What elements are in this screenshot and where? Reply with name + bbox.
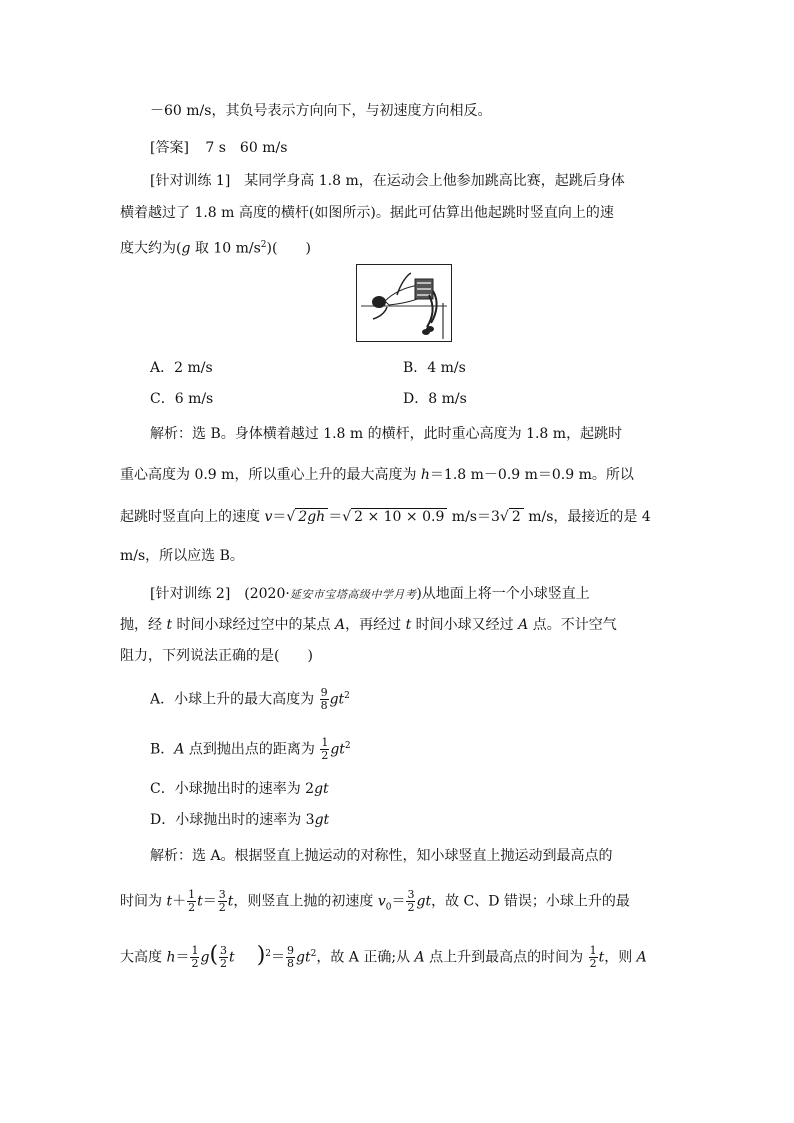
solution-2-line-1: 解析：选 A。根据竖直上抛运动的对称性，知小球竖直上抛运动到最高点的 [150,848,613,864]
high-jumper-illustration [357,265,451,341]
answer-line [150,138,287,158]
option-2-b: B．A 点到抛出点的距离为 $\frac{1}{2}$ $gt^2$ [150,736,351,763]
option-2-a: A．小球上升的最大高度为 $\frac{9}{8}$ $gt^2$ [150,686,350,713]
option-d: D．8 m/s [403,391,467,407]
fraction: $\frac{3}{2}$ [407,888,415,914]
option-c: C．6 m/s [150,391,214,407]
fraction: $\frac{1}{2}$ [589,944,597,971]
source-tag: 延安市宝塔高级中学月考 [289,588,417,601]
fraction: $\frac{1}{2}$ [191,944,199,971]
high-jump-figure [356,264,452,342]
option-b: B．4 m/s [403,360,466,376]
fraction: $\frac{3}{2}$ [218,888,226,914]
fraction: $\frac{1}{2}$ [321,736,329,763]
solution-1-line-4: m/s，所以应选 B。 [120,548,244,564]
question-1-line-3: 度大约为(g 取 10 $m/s^2$)( ) [120,240,311,257]
fraction: $\frac{1}{2}$ [188,888,196,914]
option-2-c: C．小球抛出时的速率为 2gt [150,781,329,797]
option-2-d: D．小球抛出时的速率为 3gt [150,812,330,828]
fraction: $\frac{3}{2}$ [220,944,228,971]
fraction: $\frac{9}{8}$ [287,944,295,971]
solution-1-line-1: 解析：选 B。身体横着越过 1.8 m 的横杆，此时重心高度为 1.8 m，起跳时 [150,426,623,442]
paragraph-line: －60 m/s，其负号表示方向向下，与初速度方向相反。 [150,103,492,119]
question-2-line-2: 抛，经 t 时间小球经过空中的某点 A，再经过 t 时间小球又经过 A 点。不计空气 [120,617,617,633]
solution-2-line-2: 时间为 t＋ $\frac{1}{2}$ t＝ $\frac{3}{2}$ t，则竖直上抛的初速度 $v_0=$ $\frac{3}{2}$ gt，故 C、D 错误；小球上升的最 [120,888,630,914]
question-2-line-1: [针对训练 2] (2020·延安市宝塔高级中学月考)从地面上将一个小球竖直上 [150,586,590,602]
solution-1-line-3: 起跳时竖直向上的速度 v＝√ 2gh ＝√ 2 × 10 × 0.9 m/s＝3√ 2 m/s，最接近的是 4 [120,509,651,525]
answer-value: 7 s 60 m/s [205,140,288,156]
fraction: $\frac{9}{8}$ [320,686,328,713]
solution-2-line-3: 大高度 h＝ $\frac{1}{2}$ g( $\frac{3}{2}$ t )$^2$＝ $\frac{9}{8}$ $gt^2$，故 A 正确;从 A 点上升到最高点的时间为 $\frac{1}{2}$ t，则 A [120,942,647,971]
option-a: A．2 m/s [150,360,213,376]
solution-1-line-2: 重心高度为 0.9 m，所以重心上升的最大高度为 h＝1.8 m－0.9 m＝0.9 m。所以 [120,467,634,483]
answer-label: [答案] [150,140,189,156]
question-2-line-3: 阻力，下列说法正确的是( ) [120,648,313,664]
question-1-line-1: [针对训练 1] 某同学身高 1.8 m，在运动会上他参加跳高比赛，起跳后身体 [150,173,625,189]
question-1-line-2: 横着越过了 1.8 m 高度的横杆(如图所示)。据此可估算出他起跳时竖直向上的速 [120,205,614,221]
